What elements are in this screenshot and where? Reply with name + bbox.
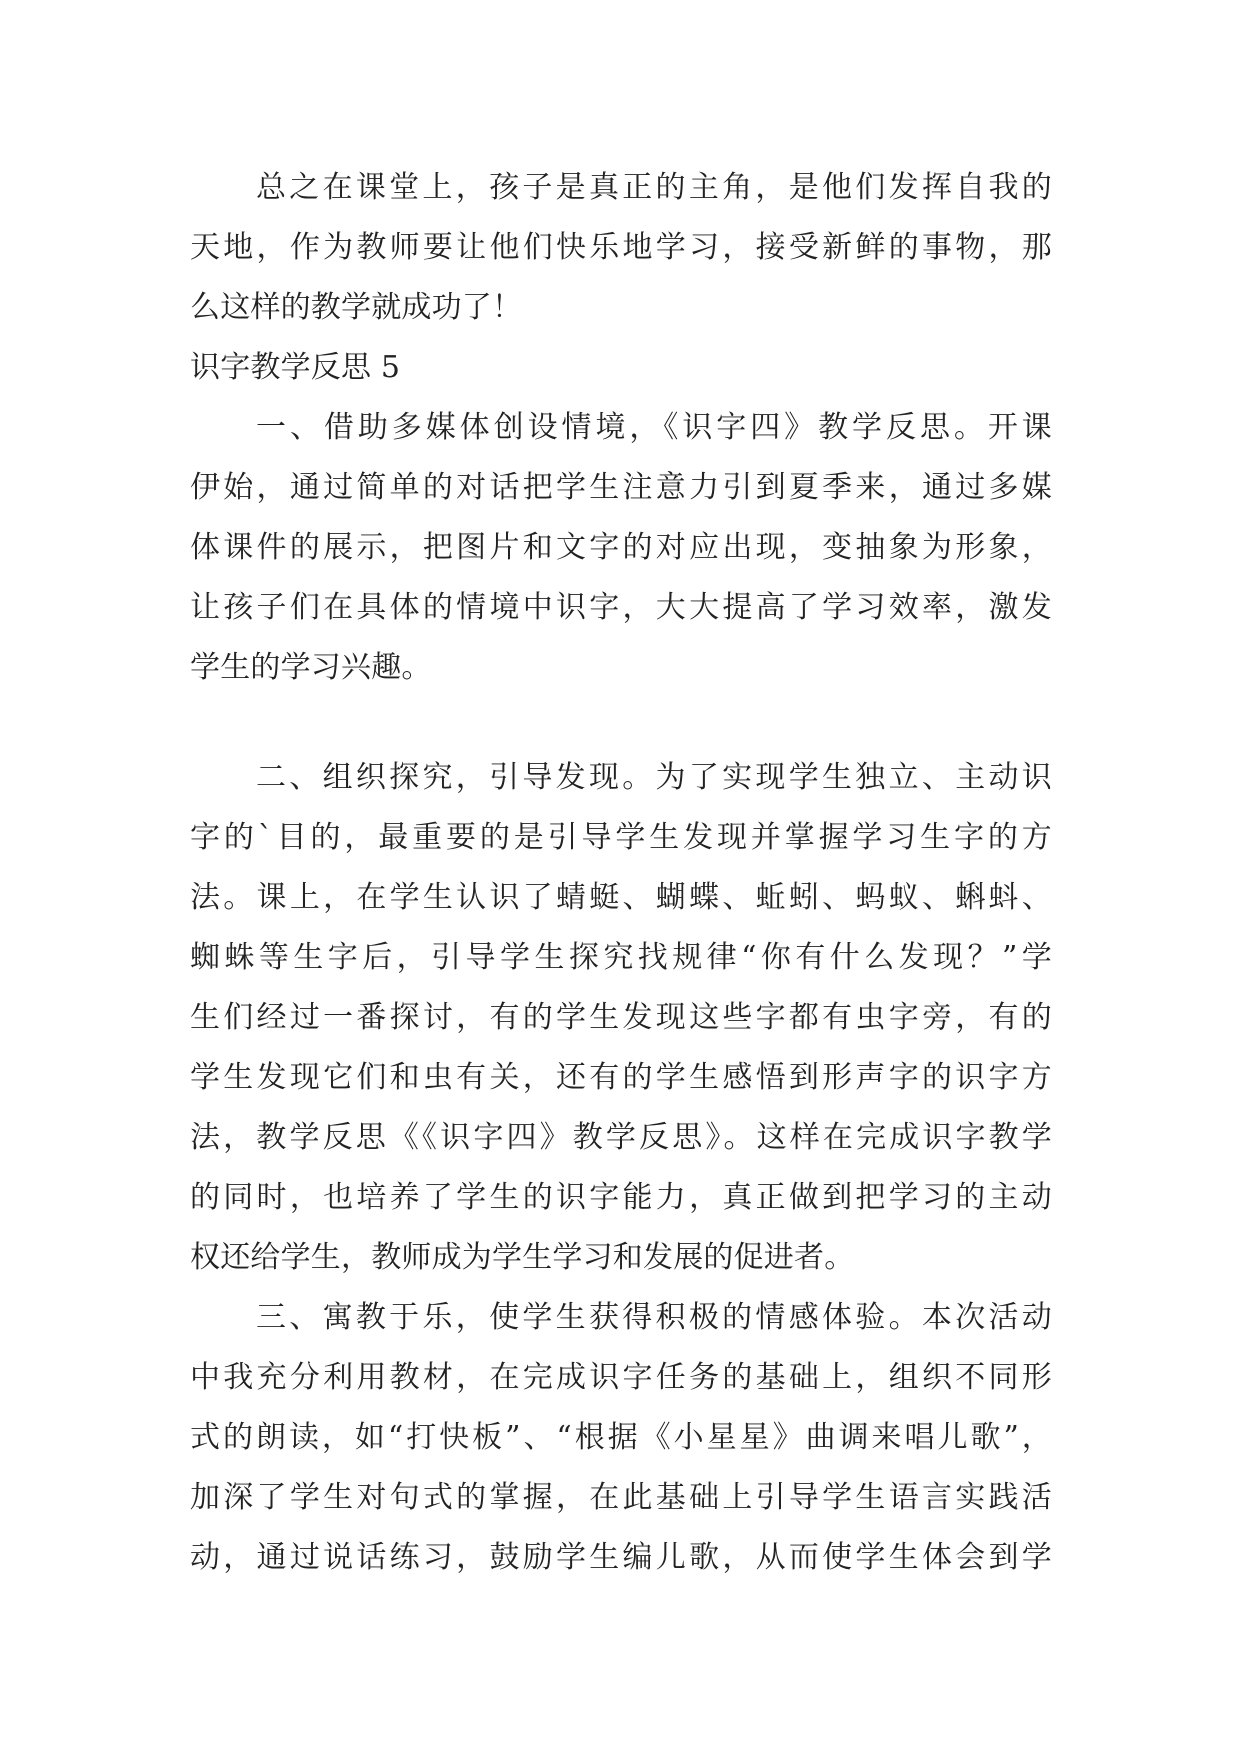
text-line: 三、寓教于乐，使学生获得积极的情感体验。本次活动 [256,1300,1052,1335]
text-line: 加深了学生对句式的掌握，在此基础上引导学生语言实践活 [190,1480,1052,1515]
paragraph-inquiry [190,748,1052,1288]
section-heading: 识字教学反思 5 [190,350,401,385]
text-line: 学生发现它们和虫有关，还有的学生感悟到形声字的识字方 [190,1060,1052,1095]
paragraph-gap [190,698,1052,748]
text-line: 一、借助多媒体创设情境，《识字四》教学反思。开课 [256,410,1052,445]
text-line: 学生的学习兴趣。 [190,650,432,685]
text-line: 体课件的展示，把图片和文字的对应出现，变抽象为形象， [190,530,1052,565]
text-line: 总之在课堂上，孩子是真正的主角，是他们发挥自我的 [256,170,1052,205]
text-line: 伊始，通过简单的对话把学生注意力引到夏季来，通过多媒 [190,470,1052,505]
text-line: 权还给学生，教师成为学生学习和发展的促进者。 [190,1240,855,1275]
text-line: 让孩子们在具体的情境中识字，大大提高了学习效率，激发 [190,590,1052,625]
paragraph-multimedia [190,398,1052,698]
text-line: 法，教学反思《《识字四》教学反思》。这样在完成识字教学 [190,1120,1052,1155]
text-line: 的同时，也培养了学生的识字能力，真正做到把学习的主动 [190,1180,1052,1215]
text-line: 么这样的教学就成功了！ [190,290,523,325]
paragraph-conclusion [190,158,1052,338]
text-line: 中我充分利用教材，在完成识字任务的基础上，组织不同形 [190,1360,1052,1395]
text-line: 二、组织探究，引导发现。为了实现学生独立、主动识 [256,760,1052,795]
text-line: 动，通过说话练习，鼓励学生编儿歌，从而使学生体会到学 [190,1540,1052,1575]
document-body [190,158,1052,1588]
paragraph-enjoyment [190,1288,1052,1588]
text-line: 法。课上，在学生认识了蜻蜓、蝴蝶、蚯蚓、蚂蚁、蝌蚪、 [190,880,1052,915]
text-line: 生们经过一番探讨，有的学生发现这些字都有虫字旁，有的 [190,1000,1052,1035]
text-line: 蜘蛛等生字后，引导学生探究找规律“你有什么发现？”学 [190,940,1052,975]
text-line: 字的`目的，最重要的是引导学生发现并掌握学习生字的方 [190,820,1052,855]
text-line: 式的朗读，如“打快板”、“根据《小星星》曲调来唱儿歌”， [190,1420,1052,1455]
text-line: 天地，作为教师要让他们快乐地学习，接受新鲜的事物，那 [190,230,1052,265]
